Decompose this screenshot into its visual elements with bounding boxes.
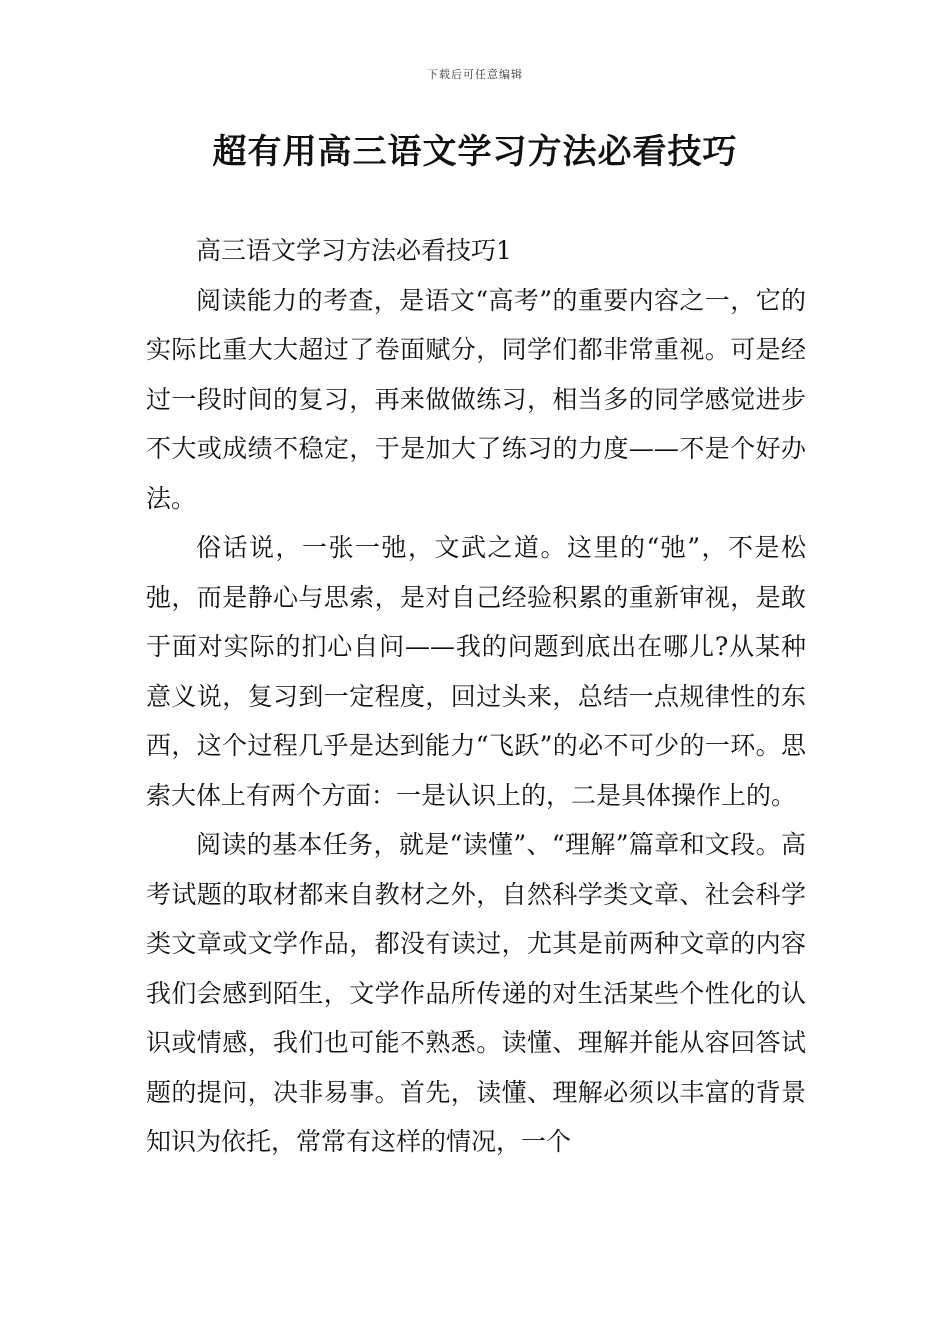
paragraph-1: 阅读能力的考查，是语文“高考”的重要内容之一，它的实际比重大大超过了卷面赋分，同学们都非常重视。可是经过一段时间的复习，再来做做练习，相当多的同学感觉进步不大或成绩不稳定，于是加大了练习的力度——不是个好办法。 [146,285,806,513]
paragraph-2: 俗话说，一张一弛，文武之道。这里的“弛”，不是松弛，而是静心与思索，是对自己经验积累的重新审视，是敢于面对实际的扪心自问——我的问题到底出在哪儿?从某种意义说，复习到一定程度，回过头来，总结一点规律性的东西，这个过程几乎是达到能力“飞跃”的必不可少的一环。思索大体上有两个方面：一是认识上的，二是具体操作上的。 [146,533,806,810]
paragraph-3: 阅读的基本任务，就是“读懂”、“理解”篇章和文段。高考试题的取材都来自教材之外，自然科学类文章、社会科学类文章或文学作品，都没有读过，尤其是前两种文章的内容我们会感到陌生，文学作品所传递的对生活某些个性化的认识或情感，我们也可能不熟悉。读懂、理解并能从容回答试题的提问，决非易事。首先，读懂、理解必须以丰富的背景知识为依托，常常有这样的情况，一个 [146,830,806,1156]
section-heading: 高三语文学习方法必看技巧1 [196,236,512,265]
document-title: 超有用高三语文学习方法必看技巧 [212,132,738,172]
document-body [146,226,806,1167]
header-note: 下载后可任意编辑 [427,68,523,81]
